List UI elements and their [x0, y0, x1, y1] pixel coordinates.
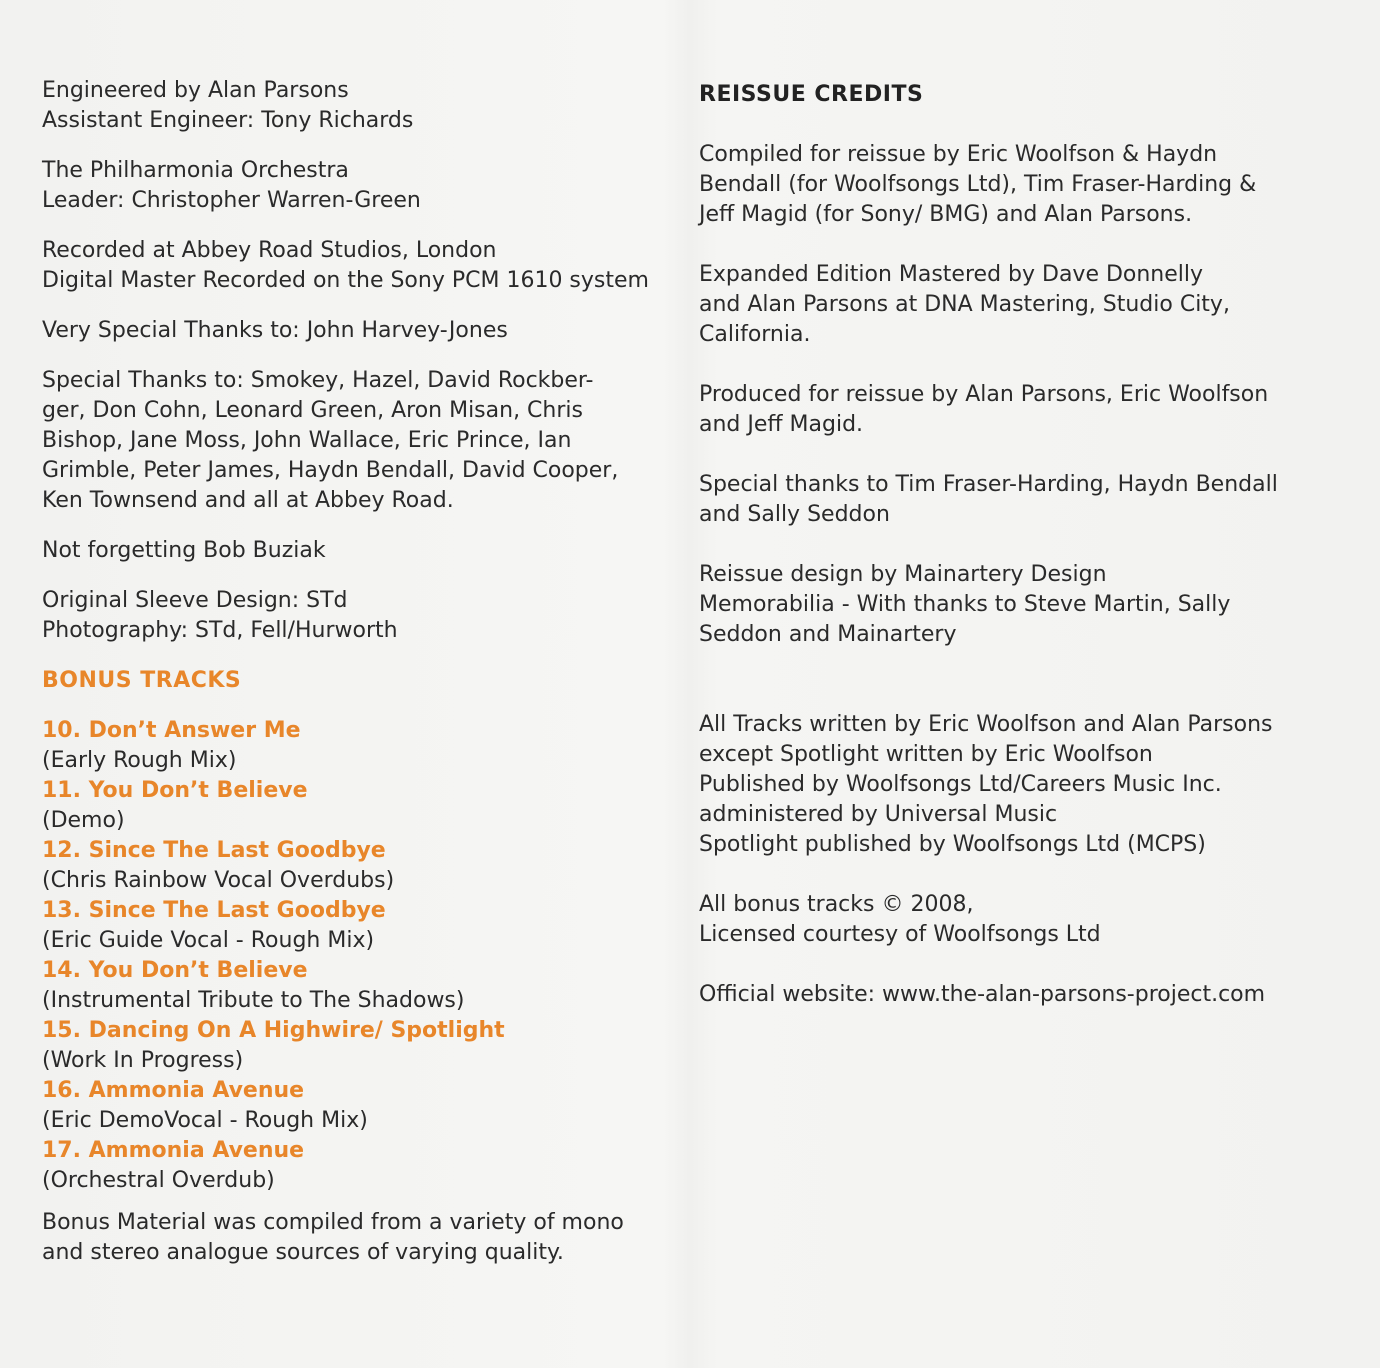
track-item	[42, 896, 662, 956]
copyright-notice	[699, 890, 1339, 950]
credit-line: except Spotlight written by Eric Woolfson	[699, 742, 1153, 767]
credit-line: All bonus tracks © 2008,	[699, 892, 974, 917]
track-note: (Eric DemoVocal - Rough Mix)	[42, 1108, 368, 1133]
bonus-tracks-heading: BONUS TRACKS	[42, 668, 242, 693]
track-item	[42, 836, 662, 896]
credit-line: Reissue design by Mainartery Design	[699, 562, 1107, 587]
credit-line: Leader: Christopher Warren-Green	[42, 188, 421, 213]
credit-line: California.	[699, 322, 811, 347]
track-title: 11. You Don’t Believe	[42, 778, 308, 803]
credit-line: Published by Woolfsongs Ltd/Careers Music Inc.	[699, 772, 1222, 797]
track-title: 16. Ammonia Avenue	[42, 1078, 305, 1103]
track-item	[42, 1016, 662, 1076]
track-item	[42, 716, 662, 776]
track-title: 17. Ammonia Avenue	[42, 1138, 305, 1163]
credit-line: Spotlight published by Woolfsongs Ltd (MCPS)	[699, 832, 1206, 857]
not-forgetting	[42, 536, 662, 566]
publishing-credits	[699, 710, 1339, 860]
track-note: (Eric Guide Vocal - Rough Mix)	[42, 928, 375, 953]
track-note: (Early Rough Mix)	[42, 748, 237, 773]
credit-line: Memorabilia - With thanks to Steve Martin, Sally	[699, 592, 1231, 617]
credit-line: All Tracks written by Eric Woolfson and Alan Parsons	[699, 712, 1273, 737]
credit-line: Licensed courtesy of Woolfsongs Ltd	[699, 922, 1101, 947]
credit-line: Engineered by Alan Parsons	[42, 78, 349, 103]
credit-line: Bendall (for Woolfsongs Ltd), Tim Fraser-Harding &	[699, 172, 1257, 197]
credit-line: Digital Master Recorded on the Sony PCM 1610 system	[42, 268, 649, 293]
track-item	[42, 1076, 662, 1136]
credit-line: Special thanks to Tim Fraser-Harding, Haydn Bendall	[699, 472, 1278, 497]
credit-line: Original Sleeve Design: STd	[42, 588, 348, 613]
credit-line: Jeff Magid (for Sony/ BMG) and Alan Parsons.	[699, 202, 1193, 227]
track-item	[42, 956, 662, 1016]
credit-line: and Alan Parsons at DNA Mastering, Studio City,	[699, 292, 1230, 317]
credit-line: Photography: STd, Fell/Hurworth	[42, 618, 398, 643]
engineer-credits	[42, 76, 662, 136]
track-note: (Instrumental Tribute to The Shadows)	[42, 988, 465, 1013]
track-note: (Orchestral Overdub)	[42, 1168, 275, 1193]
credit-line: and Jeff Magid.	[699, 412, 864, 437]
track-note: (Chris Rainbow Vocal Overdubs)	[42, 868, 395, 893]
credit-line: Recorded at Abbey Road Studios, London	[42, 238, 497, 263]
produced-credits	[699, 380, 1339, 440]
credit-line: Not forgetting Bob Buziak	[42, 538, 326, 563]
credit-line: and Sally Seddon	[699, 502, 890, 527]
recording-credits	[42, 236, 662, 296]
track-note: (Demo)	[42, 808, 125, 833]
credit-line: The Philharmonia Orchestra	[42, 158, 349, 183]
track-item	[42, 1136, 662, 1196]
design-credits	[42, 586, 662, 646]
credit-line: Produced for reissue by Alan Parsons, Eric Woolfson	[699, 382, 1269, 407]
left-column	[42, 76, 662, 1288]
track-title: 15. Dancing On A Highwire/ Spotlight	[42, 1018, 505, 1043]
credit-line: administered by Universal Music	[699, 802, 1058, 827]
reissue-special-thanks	[699, 470, 1339, 530]
credit-line: Assistant Engineer: Tony Richards	[42, 108, 414, 133]
track-title: 12. Since The Last Goodbye	[42, 838, 386, 863]
special-thanks	[42, 366, 662, 516]
credit-line: Ken Townsend and all at Abbey Road.	[42, 488, 454, 513]
right-column	[699, 80, 1339, 1040]
track-title: 13. Since The Last Goodbye	[42, 898, 386, 923]
bonus-material-note	[42, 1208, 662, 1268]
reissue-design-credits	[699, 560, 1339, 650]
credit-line: Grimble, Peter James, Haydn Bendall, David Cooper,	[42, 458, 619, 483]
note-line: and stereo analogue sources of varying quality.	[42, 1240, 564, 1265]
website-line: Official website: www.the-alan-parsons-project.com	[699, 982, 1266, 1007]
compiled-credits	[699, 140, 1339, 230]
very-special-thanks	[42, 316, 662, 346]
track-title: 14. You Don’t Believe	[42, 958, 308, 983]
track-note: (Work In Progress)	[42, 1048, 244, 1073]
credit-line: Expanded Edition Mastered by Dave Donnelly	[699, 262, 1204, 287]
official-website	[699, 980, 1339, 1010]
note-line: Bonus Material was compiled from a variety of mono	[42, 1210, 624, 1235]
orchestra-credits	[42, 156, 662, 216]
reissue-credits-heading: REISSUE CREDITS	[699, 82, 924, 107]
spacer	[699, 680, 1339, 710]
bonus-track-list	[42, 716, 662, 1196]
track-item	[42, 776, 662, 836]
credit-line: Special Thanks to: Smokey, Hazel, David Rockber-	[42, 368, 594, 393]
credit-line: Seddon and Mainartery	[699, 622, 957, 647]
credit-line: ger, Don Cohn, Leonard Green, Aron Misan, Chris	[42, 398, 583, 423]
credit-line: Very Special Thanks to: John Harvey-Jones	[42, 318, 508, 343]
track-title: 10. Don’t Answer Me	[42, 718, 301, 743]
credit-line: Bishop, Jane Moss, John Wallace, Eric Prince, Ian	[42, 428, 572, 453]
mastering-credits	[699, 260, 1339, 350]
credit-line: Compiled for reissue by Eric Woolfson & Haydn	[699, 142, 1218, 167]
